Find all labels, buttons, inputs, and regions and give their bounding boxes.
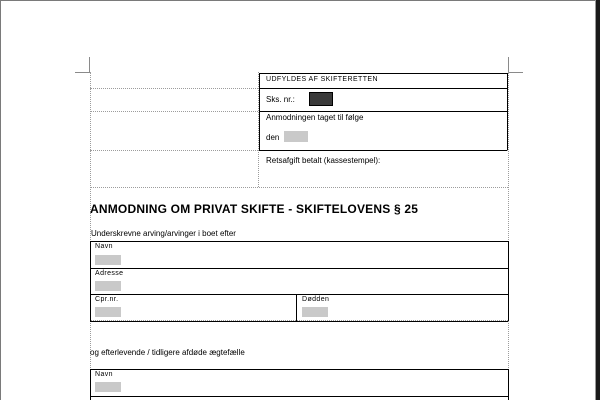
spouse-name-field[interactable] (95, 382, 121, 392)
deceased-address-field[interactable] (95, 281, 121, 291)
deceased-name-field[interactable] (95, 255, 121, 265)
page-title: ANMODNING OM PRIVAT SKIFTE - SKIFTELOVENS § 25 (90, 202, 419, 216)
spouse-name-label: Navn (95, 371, 113, 378)
heirs-intro-text: Underskrevne arving/arvinger i boet efter (91, 229, 236, 238)
date-field[interactable] (284, 131, 308, 142)
frame-left-border (0, 0, 1, 400)
court-fee-label: Retsafgift betalt (kassestempel): (266, 156, 381, 165)
vertical-scrollbar[interactable] (596, 0, 600, 400)
death-date-label: Dødden (302, 296, 330, 303)
death-date-field[interactable] (302, 307, 328, 317)
case-number-field[interactable] (309, 92, 333, 106)
frame-top-border (0, 0, 600, 1)
spouse-intro-text: og efterlevende / tidligere afdøde ægtefælle (90, 348, 245, 357)
case-number-label: Sks. nr.: (266, 95, 295, 104)
court-box-header: UDFYLDES AF SKIFTERETTEN (266, 76, 378, 83)
deceased-cpr-label: Cpr.nr. (95, 296, 119, 303)
date-label: den (266, 133, 280, 142)
deceased-cpr-field[interactable] (95, 307, 121, 317)
deceased-address-label: Adresse (95, 270, 124, 277)
request-granted-label: Anmodningen taget til følge (266, 113, 364, 122)
deceased-name-label: Navn (95, 243, 113, 250)
